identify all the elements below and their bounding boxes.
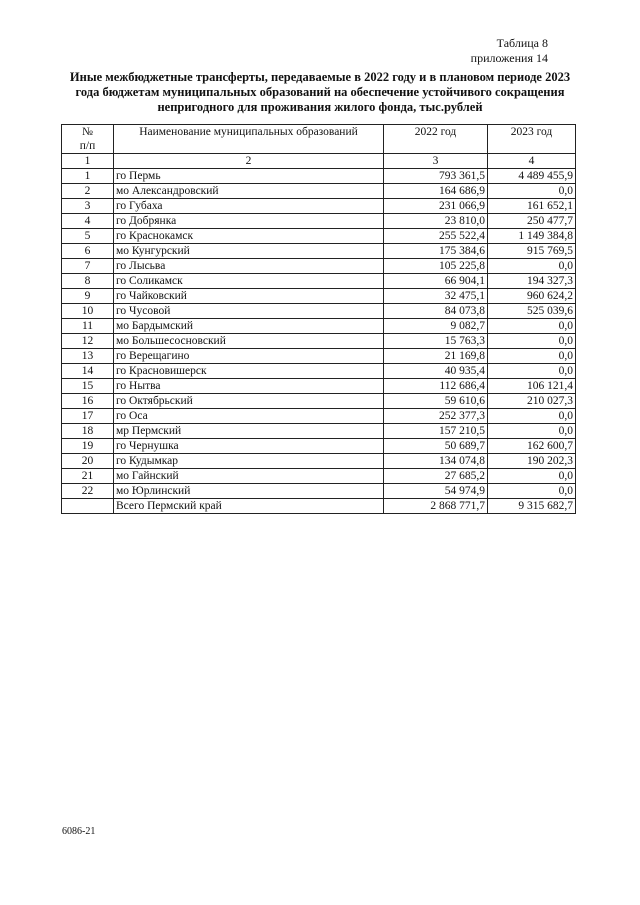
municipality-name: мо Большесосновский: [114, 334, 384, 349]
value-2022: 84 073,8: [384, 304, 488, 319]
row-number: 9: [62, 289, 114, 304]
value-2022: 157 210,5: [384, 424, 488, 439]
municipality-name: го Чернушка: [114, 439, 384, 454]
table-row: [62, 469, 576, 484]
value-2022: 59 610,6: [384, 394, 488, 409]
municipality-name: мо Александровский: [114, 184, 384, 199]
value-2023: 960 624,2: [488, 289, 576, 304]
total-2022: 2 868 771,7: [384, 499, 488, 514]
table-row: [62, 439, 576, 454]
table-reference: [471, 36, 548, 66]
table-row: [62, 334, 576, 349]
column-number: 1: [62, 154, 114, 169]
column-number: 4: [488, 154, 576, 169]
column-number-row: [62, 154, 576, 169]
municipality-name: го Краснокамск: [114, 229, 384, 244]
value-2022: 50 689,7: [384, 439, 488, 454]
value-2022: 23 810,0: [384, 214, 488, 229]
value-2023: 0,0: [488, 349, 576, 364]
value-2022: 112 686,4: [384, 379, 488, 394]
value-2022: 134 074,8: [384, 454, 488, 469]
row-number: 4: [62, 214, 114, 229]
row-number: 7: [62, 259, 114, 274]
value-2022: 252 377,3: [384, 409, 488, 424]
table-number: Таблица 8: [496, 36, 548, 50]
table-row: [62, 304, 576, 319]
document-title: Иные межбюджетные трансферты, передаваемые в 2022 году и в плановом периоде 2023 года бюджетам муниципальных образований на обеспечение устойчивого сокращения непригодного для проживания жилого фонда, тыс.рублей: [69, 70, 571, 114]
municipality-name: го Верещагино: [114, 349, 384, 364]
row-number: 22: [62, 484, 114, 499]
row-number: 2: [62, 184, 114, 199]
value-2023: 0,0: [488, 259, 576, 274]
table-row: [62, 484, 576, 499]
total-empty-cell: [62, 499, 114, 514]
table-row: [62, 199, 576, 214]
table-row: [62, 274, 576, 289]
row-number: 11: [62, 319, 114, 334]
value-2023: 190 202,3: [488, 454, 576, 469]
value-2023: 250 477,7: [488, 214, 576, 229]
row-number: 17: [62, 409, 114, 424]
value-2023: 0,0: [488, 409, 576, 424]
row-number: 3: [62, 199, 114, 214]
value-2022: 175 384,6: [384, 244, 488, 259]
value-2022: 54 974,9: [384, 484, 488, 499]
row-number: 13: [62, 349, 114, 364]
value-2022: 15 763,3: [384, 334, 488, 349]
value-2023: 210 027,3: [488, 394, 576, 409]
row-number: 15: [62, 379, 114, 394]
municipality-name: мр Пермский: [114, 424, 384, 439]
municipality-name: го Лысьва: [114, 259, 384, 274]
row-number: 12: [62, 334, 114, 349]
value-2022: 231 066,9: [384, 199, 488, 214]
column-number: 2: [114, 154, 384, 169]
municipality-name: го Октябрьский: [114, 394, 384, 409]
table-row: [62, 289, 576, 304]
table-row: [62, 184, 576, 199]
municipality-name: го Красновишерск: [114, 364, 384, 379]
appendix-reference: приложения 14: [470, 51, 548, 65]
table-row: [62, 319, 576, 334]
municipality-name: мо Кунгурский: [114, 244, 384, 259]
header-2022: 2022 год: [384, 125, 488, 154]
value-2022: 793 361,5: [384, 169, 488, 184]
header-number-line2: п/п: [79, 140, 96, 152]
row-number: 18: [62, 424, 114, 439]
row-number: 20: [62, 454, 114, 469]
header-number: [62, 125, 114, 154]
transfers-table: [61, 124, 576, 514]
value-2022: 32 475,1: [384, 289, 488, 304]
column-number: 3: [384, 154, 488, 169]
value-2022: 255 522,4: [384, 229, 488, 244]
total-label: Всего Пермский край: [114, 499, 384, 514]
municipality-name: го Кудымкар: [114, 454, 384, 469]
value-2023: 0,0: [488, 364, 576, 379]
value-2022: 27 685,2: [384, 469, 488, 484]
value-2023: 4 489 455,9: [488, 169, 576, 184]
row-number: 10: [62, 304, 114, 319]
row-number: 14: [62, 364, 114, 379]
municipality-name: го Губаха: [114, 199, 384, 214]
municipality-name: го Оса: [114, 409, 384, 424]
total-2023: 9 315 682,7: [488, 499, 576, 514]
value-2023: 1 149 384,8: [488, 229, 576, 244]
table-row: [62, 259, 576, 274]
table-row: [62, 364, 576, 379]
table-row: [62, 169, 576, 184]
table-row: [62, 349, 576, 364]
row-number: 19: [62, 439, 114, 454]
value-2023: 0,0: [488, 469, 576, 484]
document-code: 6086-21: [62, 826, 96, 837]
value-2023: 194 327,3: [488, 274, 576, 289]
value-2022: 40 935,4: [384, 364, 488, 379]
total-row: [62, 499, 576, 514]
row-number: 21: [62, 469, 114, 484]
municipality-name: го Чусовой: [114, 304, 384, 319]
municipality-name: мо Юрлинский: [114, 484, 384, 499]
value-2023: 0,0: [488, 484, 576, 499]
value-2023: 525 039,6: [488, 304, 576, 319]
table-row: [62, 214, 576, 229]
value-2023: 161 652,1: [488, 199, 576, 214]
header-2023: 2023 год: [488, 125, 576, 154]
value-2022: 164 686,9: [384, 184, 488, 199]
value-2023: 0,0: [488, 334, 576, 349]
value-2022: 105 225,8: [384, 259, 488, 274]
value-2022: 66 904,1: [384, 274, 488, 289]
municipality-name: мо Гайнский: [114, 469, 384, 484]
value-2022: 9 082,7: [384, 319, 488, 334]
value-2022: 21 169,8: [384, 349, 488, 364]
value-2023: 106 121,4: [488, 379, 576, 394]
table-row: [62, 379, 576, 394]
row-number: 8: [62, 274, 114, 289]
table-row: [62, 424, 576, 439]
value-2023: 0,0: [488, 319, 576, 334]
table-header-row: [62, 125, 576, 154]
table-row: [62, 229, 576, 244]
municipality-name: го Чайковский: [114, 289, 384, 304]
municipality-name: го Нытва: [114, 379, 384, 394]
header-number-line1: №: [82, 126, 93, 138]
municipality-name: го Соликамск: [114, 274, 384, 289]
municipality-name: го Добрянка: [114, 214, 384, 229]
row-number: 6: [62, 244, 114, 259]
value-2023: 0,0: [488, 424, 576, 439]
row-number: 1: [62, 169, 114, 184]
value-2023: 162 600,7: [488, 439, 576, 454]
value-2023: 915 769,5: [488, 244, 576, 259]
header-name: Наименование муниципальных образований: [114, 125, 384, 154]
table-row: [62, 394, 576, 409]
value-2023: 0,0: [488, 184, 576, 199]
row-number: 5: [62, 229, 114, 244]
table-row: [62, 409, 576, 424]
table-row: [62, 454, 576, 469]
municipality-name: мо Бардымский: [114, 319, 384, 334]
table-row: [62, 244, 576, 259]
row-number: 16: [62, 394, 114, 409]
municipality-name: го Пермь: [114, 169, 384, 184]
table-body: [62, 169, 576, 499]
